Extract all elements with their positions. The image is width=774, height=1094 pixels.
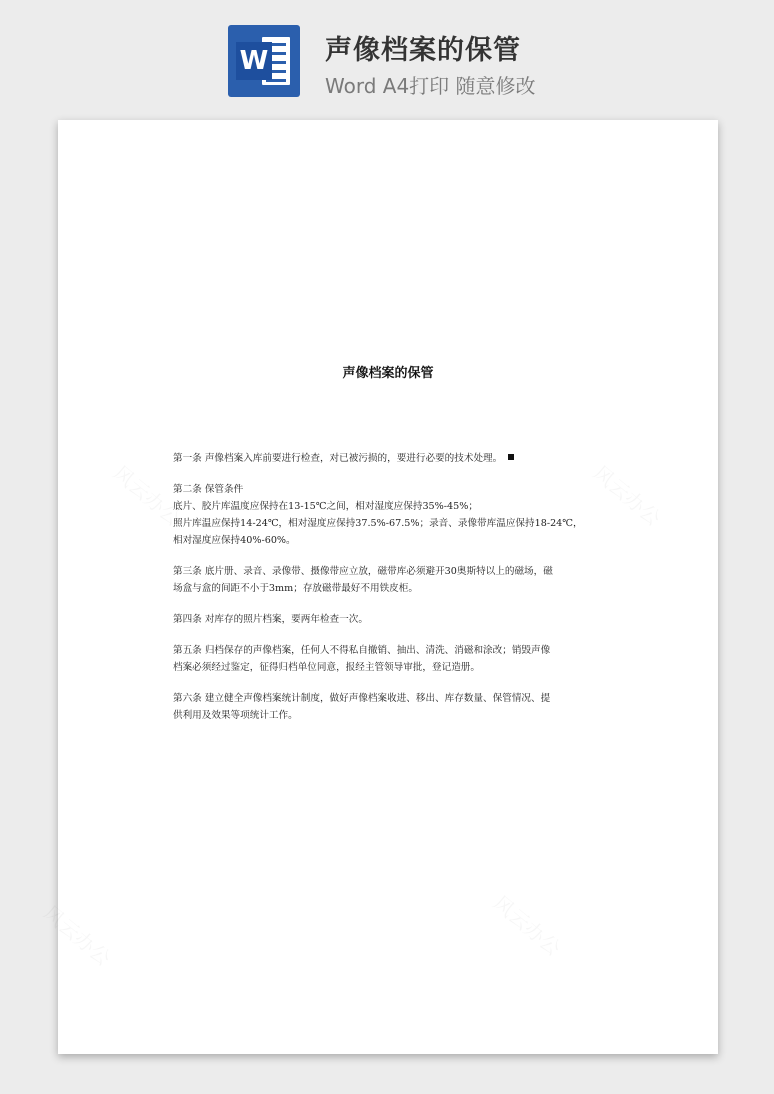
paragraph-line: 照片库温应保持14-24℃，相对湿度应保持37.5%-67.5%；录音、录像带库温应保持18-24℃，: [173, 518, 583, 529]
paragraph-line: 第四条 对库存的照片档案，要两年检查一次。: [173, 614, 368, 625]
paragraph-line: 第二条 保管条件: [173, 484, 244, 495]
paragraph-line: 场盒与盒的间距不小于3mm；存放磁带最好不用铁皮柜。: [173, 583, 418, 594]
word-letter: W: [236, 42, 272, 80]
document-page: [58, 120, 718, 1054]
paragraph-line: 第五条 归档保存的声像档案，任何人不得私自撤销、抽出、清洗、消磁和涂改；销毁声像: [173, 645, 551, 656]
article-paragraph: [173, 690, 603, 724]
banner-subtitle: Word A4打印 随意修改: [325, 74, 536, 98]
article-paragraph: [173, 642, 603, 676]
article-paragraph: [173, 450, 603, 467]
paragraph-line: 底片、胶片库温度应保持在13-15℃之间，相对湿度应保持35%-45%；: [173, 501, 478, 512]
paragraph-line: 供利用及效果等项统计工作。: [173, 710, 298, 721]
banner-title: 声像档案的保管: [325, 35, 521, 66]
watermark: [488, 888, 568, 962]
article-paragraph: [173, 611, 603, 628]
document-title: 声像档案的保管: [342, 366, 434, 381]
watermark: [38, 898, 118, 972]
article-paragraph: [173, 481, 603, 549]
article-paragraph: [173, 563, 603, 597]
document-body: [173, 450, 603, 738]
paragraph-line: 相对湿度应保持40%-60%。: [173, 535, 296, 546]
paragraph-mark-icon: [508, 454, 514, 460]
header-banner: [0, 0, 774, 110]
paragraph-line: 第三条 底片册、录音、录像带、摄像带应立放，磁带库必须避开30奥斯特以上的磁场，磁: [173, 566, 553, 577]
paragraph-line: 档案必须经过鉴定，征得归档单位同意，报经主管领导审批，登记造册。: [173, 662, 480, 673]
word-app-icon: [228, 25, 300, 97]
paragraph-line: 第六条 建立健全声像档案统计制度，做好声像档案收进、移出、库存数量、保管情况、提: [173, 693, 551, 704]
paragraph-line: 第一条 声像档案入库前要进行检查，对已被污损的，要进行必要的技术处理。: [173, 453, 503, 464]
